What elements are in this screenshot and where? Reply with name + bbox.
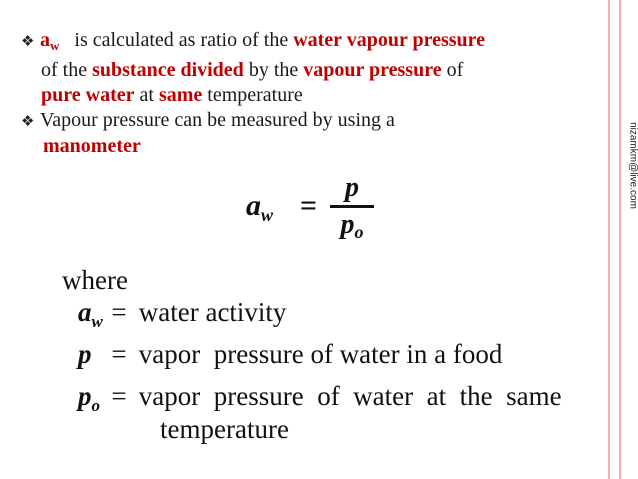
formula-equals: = (300, 189, 318, 222)
definition-continuation: temperature (160, 414, 289, 444)
formula-lhs: $a_w$ (246, 189, 274, 225)
highlight-text: pure water (41, 84, 135, 106)
highlight-text: same (158, 84, 203, 106)
aw-symbol: $a_w$ (40, 29, 60, 53)
definition-row: $a_w$ = water activity (78, 297, 287, 331)
formula-denominator: po (340, 209, 364, 242)
formula-fraction (330, 173, 374, 247)
bullet-text: of the (41, 59, 88, 81)
definition-row: p = vapor pressure of water in a food (78, 339, 503, 369)
bullet-item-1 (21, 28, 601, 58)
highlight-text: vapour pressure (303, 59, 442, 81)
highlight-text: manometer (43, 135, 141, 157)
watermark-email: nizamkm@live.com (627, 122, 638, 209)
bullet-text: is calculated as ratio of the (74, 29, 289, 51)
bullet-item-2-cont (21, 134, 601, 159)
diamond-cluster-icon: ❖ (21, 112, 35, 130)
bullet-text: by the (248, 59, 299, 81)
highlight-text: substance divided (92, 59, 244, 81)
bullet-text: of (446, 59, 464, 81)
bullet-text: at (139, 84, 154, 106)
fraction-bar (330, 205, 374, 208)
decorative-border-line (619, 0, 621, 479)
diamond-cluster-icon: ❖ (21, 32, 35, 50)
bullet-item-1-cont (21, 83, 601, 108)
formula-numerator: p (345, 172, 359, 203)
bullet-text: Vapour pressure can be measured by using a (40, 109, 395, 131)
highlight-text: water vapour pressure (293, 29, 486, 51)
definition-row: $p_o$ = vapor pressure of water at the same (78, 381, 562, 415)
bullet-item-1-cont (21, 58, 601, 83)
definitions-heading: where (62, 265, 128, 295)
bullet-list (21, 28, 601, 159)
decorative-border-line (608, 0, 610, 479)
bullet-text: temperature (207, 84, 303, 106)
bullet-item-2 (21, 108, 601, 134)
